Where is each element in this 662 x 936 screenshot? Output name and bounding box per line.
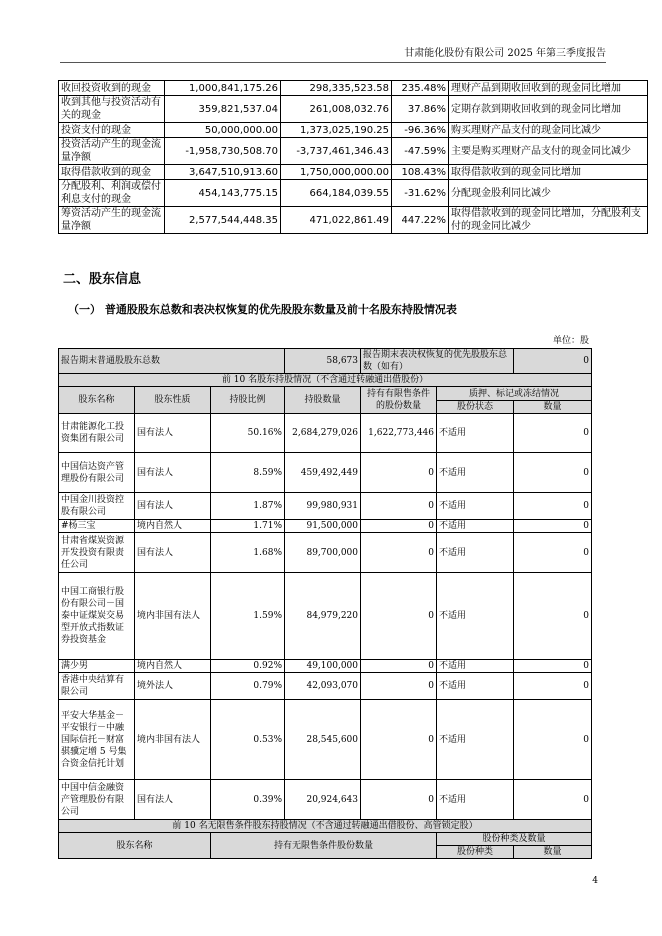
- shareholder-name: 中国工商银行股份有限公司－国泰中证煤炭交易型开放式指数证券投资基金: [59, 573, 135, 660]
- pledge-status: 不适用: [437, 414, 514, 453]
- shareholder-qty: 459,492,449: [285, 453, 361, 493]
- cashflow-prior: -3,737,461,346.43: [281, 138, 392, 165]
- cashflow-reason: 定期存款到期收回收到的现金同比增加: [449, 96, 648, 123]
- pledge-status: 不适用: [437, 573, 514, 660]
- shareholder-ratio: 0.53%: [211, 700, 285, 780]
- shareholder-name: 甘肃能源化工投资集团有限公司: [59, 414, 135, 453]
- unrestricted-title: 前 10 名无限售条件股东持股情况（不含通过转融通出借股份、高管锁定股）: [59, 820, 592, 833]
- cashflow-prior: 664,184,039.55: [281, 180, 392, 207]
- cashflow-row: [59, 165, 648, 180]
- shareholder-qty: 2,684,279,026: [285, 414, 361, 453]
- header-title: 甘肃能化股份有限公司 2025 年第三季度报告: [404, 48, 606, 59]
- table-row: [59, 780, 592, 820]
- page-number: 4: [592, 876, 598, 886]
- shareholder-ratio: 1.59%: [211, 573, 285, 660]
- cashflow-reason: 取得借款收到的现金同比增加，分配股利支付的现金同比减少: [449, 207, 648, 234]
- cashflow-row: [59, 123, 648, 138]
- cashflow-current: 50,000,000.00: [165, 123, 281, 138]
- pledge-amount: 0: [514, 533, 592, 573]
- shareholder-name: #杨三宝: [59, 520, 135, 533]
- col-header-pledge: 质押、标记或冻结情况: [437, 387, 592, 401]
- table-row: [59, 520, 592, 533]
- shareholder-qty: 42,093,070: [285, 673, 361, 700]
- shareholder-name: 中国金川投资控股有限公司: [59, 493, 135, 520]
- common-holders-label: 报告期末普通股股东总数: [59, 349, 285, 374]
- unrestricted-header-type-group: 股份种类及数量: [437, 833, 592, 846]
- table-row: [59, 533, 592, 573]
- cashflow-current: -1,958,730,508.70: [165, 138, 281, 165]
- shareholder-qty: 20,924,643: [285, 780, 361, 820]
- shareholder-restricted: 0: [361, 520, 437, 533]
- shareholder-name: 中国中信金融资产管理股份有限公司: [59, 780, 135, 820]
- col-header-qty: 持股数量: [285, 387, 361, 414]
- section-title: 二、股东信息: [63, 272, 142, 287]
- shareholder-qty: 28,545,600: [285, 700, 361, 780]
- col-header-restricted: 持有有限售条件的股份数量: [361, 387, 437, 414]
- shareholder-nature: 境内自然人: [135, 660, 211, 673]
- cashflow-reason: 购买理财产品支付的现金同比减少: [449, 123, 648, 138]
- col-header-amount: 数量: [514, 401, 592, 414]
- col-header-status: 股份状态: [437, 401, 514, 414]
- table-row: [59, 673, 592, 700]
- shareholder-name: 甘肃省煤炭资源开发投资有限责任公司: [59, 533, 135, 573]
- cashflow-row: [59, 138, 648, 165]
- pledge-status: 不适用: [437, 780, 514, 820]
- cashflow-change: -47.59%: [392, 138, 449, 165]
- table-row: [59, 493, 592, 520]
- cashflow-row: [59, 180, 648, 207]
- unrestricted-header-amount: 数量: [514, 846, 592, 859]
- shareholder-name: 香港中央结算有限公司: [59, 673, 135, 700]
- cashflow-change: 108.43%: [392, 165, 449, 180]
- table-row: [59, 573, 592, 660]
- shareholder-ratio: 1.87%: [211, 493, 285, 520]
- pledge-status: 不适用: [437, 533, 514, 573]
- cashflow-item: 投资活动产生的现金流量净额: [59, 138, 165, 165]
- cashflow-current: 454,143,775.15: [165, 180, 281, 207]
- unrestricted-header-qty: 持有无限售条件股份数量: [211, 833, 437, 859]
- pledge-status: 不适用: [437, 493, 514, 520]
- unrestricted-header-type: 股份种类: [437, 846, 514, 859]
- cashflow-row: [59, 96, 648, 123]
- shareholder-qty: 84,979,220: [285, 573, 361, 660]
- table-row: [59, 453, 592, 493]
- pledge-amount: 0: [514, 520, 592, 533]
- pref-holders-value: 0: [514, 349, 592, 374]
- shareholder-restricted: 0: [361, 673, 437, 700]
- pledge-status: 不适用: [437, 660, 514, 673]
- pref-holders-label: 报告期末表决权恢复的优先股股东总数（如有）: [361, 349, 514, 374]
- col-header-name: 股东名称: [59, 387, 135, 414]
- page-header: [60, 40, 606, 63]
- shareholder-qty: 99,980,931: [285, 493, 361, 520]
- cashflow-item: 筹资活动产生的现金流量净额: [59, 207, 165, 234]
- shareholder-name: 平安大华基金－平安银行－中融国际信托－财富骐骥定增 5 号集合资金信托计划: [59, 700, 135, 780]
- shareholder-ratio: 0.39%: [211, 780, 285, 820]
- shareholder-nature: 国有法人: [135, 780, 211, 820]
- cashflow-change: 447.22%: [392, 207, 449, 234]
- cashflow-change: 37.86%: [392, 96, 449, 123]
- cashflow-item: 取得借款收到的现金: [59, 165, 165, 180]
- shareholder-nature: 国有法人: [135, 453, 211, 493]
- cashflow-prior: 261,008,032.76: [281, 96, 392, 123]
- shareholder-qty: 49,100,000: [285, 660, 361, 673]
- cashflow-item: 收到其他与投资活动有关的现金: [59, 96, 165, 123]
- cashflow-current: 2,577,544,448.35: [165, 207, 281, 234]
- cashflow-reason: 分配现金股利同比减少: [449, 180, 648, 207]
- unrestricted-header-name: 股东名称: [59, 833, 211, 859]
- shareholder-restricted: 0: [361, 533, 437, 573]
- shareholder-nature: 国有法人: [135, 414, 211, 453]
- cashflow-prior: 298,335,523.58: [281, 81, 392, 96]
- shareholder-ratio: 0.79%: [211, 673, 285, 700]
- cashflow-prior: 1,750,000,000.00: [281, 165, 392, 180]
- cashflow-change: -96.36%: [392, 123, 449, 138]
- shareholder-name: 满少男: [59, 660, 135, 673]
- cashflow-change: 235.48%: [392, 81, 449, 96]
- pledge-status: 不适用: [437, 700, 514, 780]
- cashflow-item: 收回投资收到的现金: [59, 81, 165, 96]
- cashflow-change: -31.62%: [392, 180, 449, 207]
- shareholder-nature: 境外法人: [135, 673, 211, 700]
- shareholder-ratio: 1.71%: [211, 520, 285, 533]
- cashflow-row: [59, 81, 648, 96]
- pledge-amount: 0: [514, 493, 592, 520]
- cashflow-reason: 主要是购买理财产品支付的现金同比减少: [449, 138, 648, 165]
- cashflow-reason: 取得借款收到的现金同比增加: [449, 165, 648, 180]
- shareholder-nature: 国有法人: [135, 533, 211, 573]
- shareholder-ratio: 1.68%: [211, 533, 285, 573]
- cashflow-row: [59, 207, 648, 234]
- pledge-status: 不适用: [437, 453, 514, 493]
- shareholder-nature: 境内自然人: [135, 520, 211, 533]
- cashflow-current: 359,821,537.04: [165, 96, 281, 123]
- shareholder-restricted: 0: [361, 660, 437, 673]
- table-row: [59, 414, 592, 453]
- pledge-status: 不适用: [437, 520, 514, 533]
- shareholder-table: [58, 348, 592, 859]
- unit-label: 单位：股: [552, 336, 589, 346]
- shareholder-restricted: 0: [361, 453, 437, 493]
- pledge-amount: 0: [514, 700, 592, 780]
- shareholder-restricted: 1,622,773,446: [361, 414, 437, 453]
- pledge-amount: 0: [514, 660, 592, 673]
- shareholder-nature: 国有法人: [135, 493, 211, 520]
- table-row: [59, 660, 592, 673]
- shareholder-ratio: 0.92%: [211, 660, 285, 673]
- shareholder-qty: 89,700,000: [285, 533, 361, 573]
- shareholder-ratio: 8.59%: [211, 453, 285, 493]
- cashflow-item: 投资支付的现金: [59, 123, 165, 138]
- cashflow-item: 分配股利、利润或偿付利息支付的现金: [59, 180, 165, 207]
- common-holders-value: 58,673: [285, 349, 361, 374]
- shareholder-ratio: 50.16%: [211, 414, 285, 453]
- pledge-amount: 0: [514, 573, 592, 660]
- cashflow-reason: 理财产品到期收回收到的现金同比增加: [449, 81, 648, 96]
- pledge-amount: 0: [514, 453, 592, 493]
- shareholder-restricted: 0: [361, 573, 437, 660]
- subsection-title: （一） 普通股股东总数和表决权恢复的优先股股东数量及前十名股东持股情况表: [68, 303, 457, 316]
- pledge-status: 不适用: [437, 673, 514, 700]
- shareholder-nature: 境内非国有法人: [135, 700, 211, 780]
- cashflow-table: [58, 80, 648, 234]
- shareholder-restricted: 0: [361, 700, 437, 780]
- table-row: [59, 700, 592, 780]
- cashflow-prior: 471,022,861.49: [281, 207, 392, 234]
- shareholder-qty: 91,500,000: [285, 520, 361, 533]
- cashflow-current: 3,647,510,913.60: [165, 165, 281, 180]
- pledge-amount: 0: [514, 780, 592, 820]
- top10-title: 前 10 名股东持股情况（不含通过转融通出借股份）: [59, 374, 592, 387]
- cashflow-current: 1,000,841,175.26: [165, 81, 281, 96]
- pledge-amount: 0: [514, 414, 592, 453]
- col-header-nature: 股东性质: [135, 387, 211, 414]
- col-header-ratio: 持股比例: [211, 387, 285, 414]
- cashflow-prior: 1,373,025,190.25: [281, 123, 392, 138]
- pledge-amount: 0: [514, 673, 592, 700]
- shareholder-name: 中国信达资产管理股份有限公司: [59, 453, 135, 493]
- shareholder-restricted: 0: [361, 493, 437, 520]
- shareholder-nature: 境内非国有法人: [135, 573, 211, 660]
- shareholder-restricted: 0: [361, 780, 437, 820]
